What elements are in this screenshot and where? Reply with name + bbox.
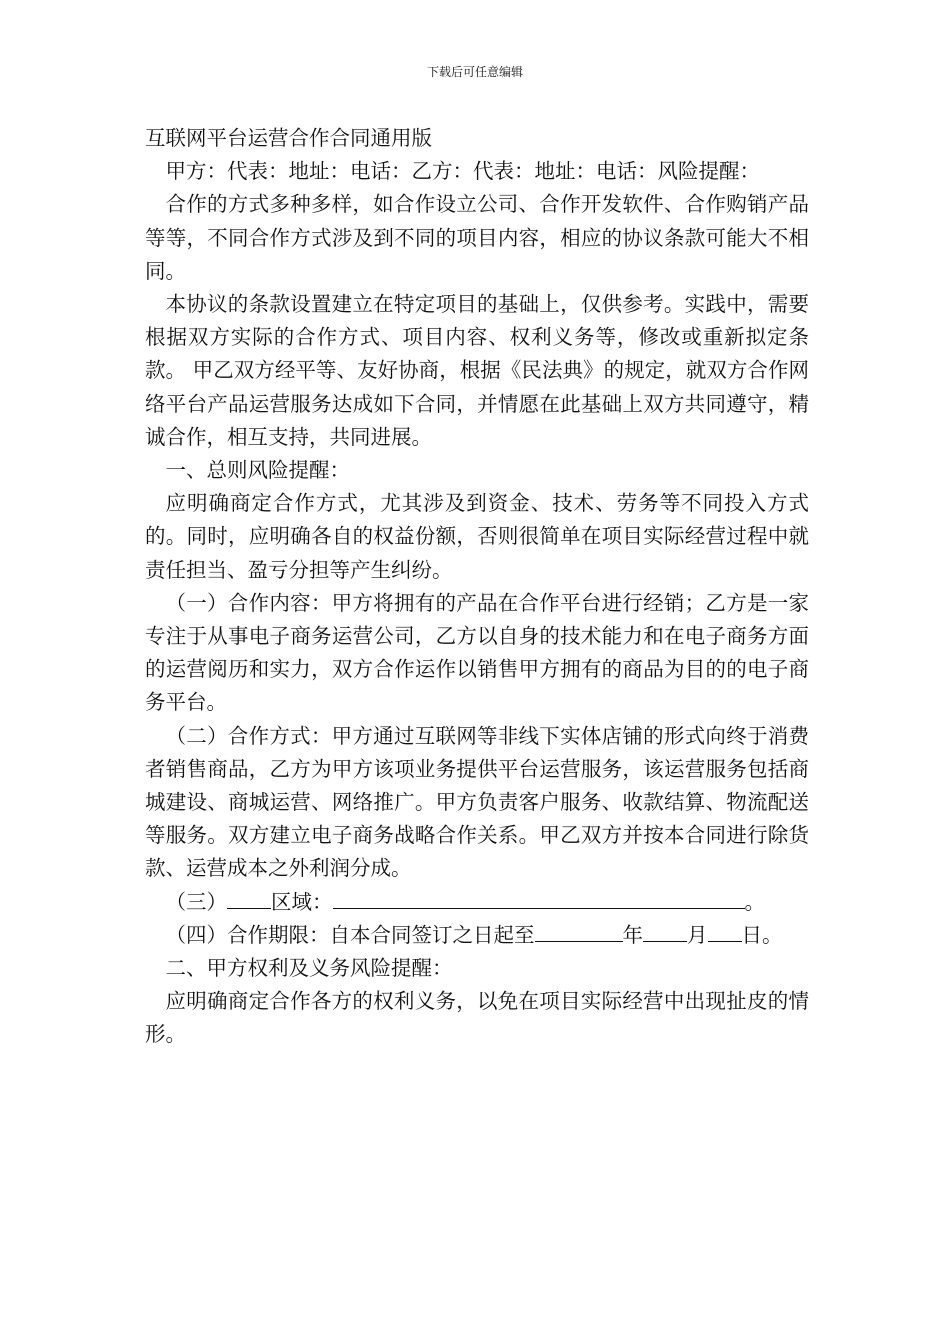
clause-region-end: 。 bbox=[744, 889, 765, 914]
blank-field bbox=[535, 919, 623, 942]
blank-field bbox=[643, 919, 687, 942]
section-2-heading: 二、甲方权利及义务风险提醒： bbox=[165, 956, 453, 981]
blank-field bbox=[333, 886, 745, 909]
clause-region-prefix: （三） bbox=[165, 889, 227, 914]
blank-field bbox=[708, 919, 742, 942]
section-1-heading: 一、总则风险提醒： bbox=[165, 458, 350, 483]
party-info-line: 甲方：代表：地址：电话：乙方：代表：地址：电话：风险提醒： bbox=[165, 159, 760, 184]
clause-term-month: 月 bbox=[687, 922, 708, 947]
document-title: 互联网平台运营合作合同通用版 bbox=[145, 126, 432, 150]
page-header-note: 下载后可任意编辑 bbox=[426, 65, 523, 79]
clause-cooperation-method: （二）合作方式：甲方通过互联网等非线下实体店铺的形式向终于消费者销售商品，乙方为甲方该项业务提供平台运营服务，该运营服务包括商城建设、商城运营、网络推广。甲方负责客户服务、收款结算、物流配送等服务。双方建立电子商务战略合作关系。甲乙双方并按本合同进行除货款、运营成本之外利润分成。 bbox=[145, 723, 809, 881]
contract-body bbox=[145, 122, 809, 1052]
section-1-risk-paragraph: 应明确商定合作方式，尤其涉及到资金、技术、劳务等不同投入方式的。同时，应明确各自的权益份额，否则很简单在项目实际经营过程中就责任担当、盈亏分担等产生纠纷。 bbox=[145, 491, 809, 582]
clause-region-label: 区域： bbox=[271, 889, 333, 914]
clause-cooperation-content: （一）合作内容：甲方将拥有的产品在合作平台进行经销；乙方是一家专注于从事电子商务运营公司，乙方以自身的技术能力和在电子商务方面的运营阅历和实力，双方合作运作以销售甲方拥有的商品为目的的电子商务平台。 bbox=[145, 590, 809, 715]
risk-note-paragraph: 合作的方式多种多样，如合作设立公司、合作开发软件、合作购销产品等等，不同合作方式涉及到不同的项目内容，相应的协议条款可能大不相同。 bbox=[145, 192, 809, 283]
clause-term-day: 日。 bbox=[741, 922, 783, 947]
clause-term-prefix: （四）合作期限：自本合同签订之日起至 bbox=[165, 922, 535, 947]
section-2-risk-paragraph: 应明确商定合作各方的权利义务，以免在项目实际经营中出现扯皮的情形。 bbox=[145, 989, 809, 1047]
clause-term-year: 年 bbox=[622, 922, 643, 947]
blank-field bbox=[227, 886, 271, 909]
preamble-paragraph: 本协议的条款设置建立在特定项目的基础上，仅供参考。实践中，需要根据双方实际的合作方式、项目内容、权利义务等，修改或重新拟定条款。 甲乙双方经平等、友好协商，根据《民法典》的规定，就双方合作网络平台产品运营服务达成如下合同，并情愿在此基础上双方共同遵守，精诚合作，相互支持，共同进展。 bbox=[145, 292, 809, 449]
clause-region bbox=[145, 886, 809, 919]
clause-term bbox=[145, 919, 809, 952]
